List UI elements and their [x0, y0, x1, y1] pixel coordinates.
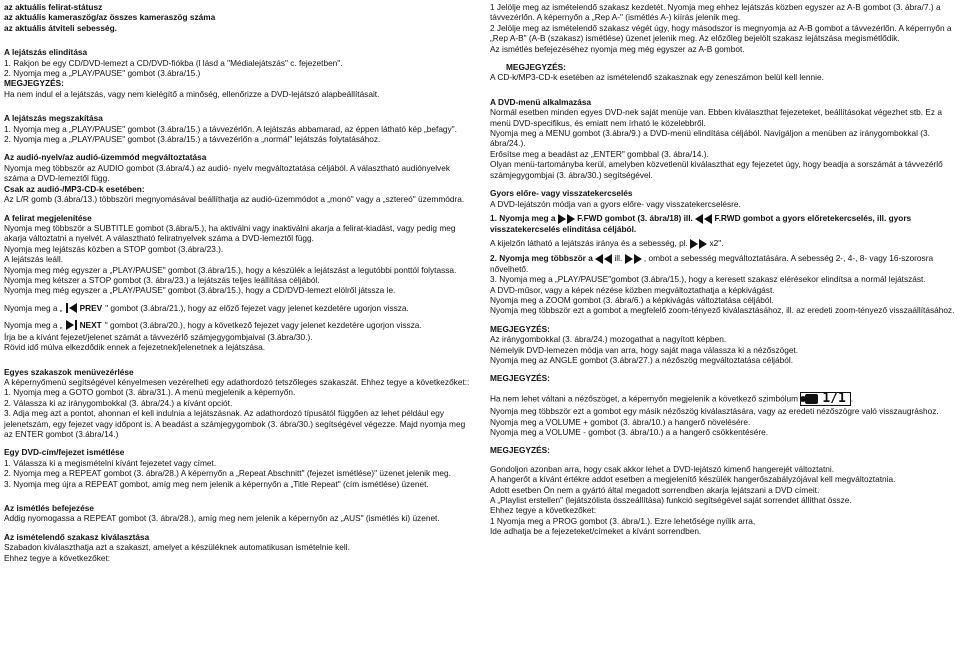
section-title: Az audió-nyelv/az audió-üzemmód megváltoztatása [4, 152, 207, 163]
paragraph: 1. Válassza ki a megismételni kívánt fejezetet vagy címet. [4, 457, 217, 468]
note-title: MEGJEGYZÉS: [490, 373, 550, 384]
paragraph: Ide adhatja be a fejezeteket/címeket a kívánt sorrendben. [490, 526, 702, 537]
intro-line: az aktuális kameraszög/az összes kameraszög száma [4, 12, 216, 23]
paragraph: Írja be a kívánt fejezet/jelenet számát a távvezérlő számjegygombjaival (3.ábra/30.). [4, 331, 313, 342]
speed-instruction: A kijelzőn látható a lejátszás iránya és a sebesség, pl. x2". [490, 238, 724, 249]
paragraph: Nyomja meg többször az AUDIO gombot (3.ábra/4.) az audió- nyelv megváltoztatása céljából. A választható audiónyelvek száma a DVD-lemeztől függ. [4, 162, 450, 184]
paragraph: A hangerőt a kívánt értékre addot esetben a megjelenítő készülék hangerőszabályzójával kell megváltoztatnia. [490, 474, 896, 485]
paragraph: A CD-k/MP3-CD-k esetében az ismételendő szakasznak egy zeneszámon belül kell lennie. [490, 72, 824, 83]
paragraph: 3. Nyomja meg a „PLAY/PAUSE"gombot (3.ábra/15.), hogy a keresett szakasz elérésekor elindítsa a normál lejátszást. [490, 274, 926, 285]
fast-forward-icon [690, 239, 707, 249]
intro-line: az aktuális átviteli sebesség. [4, 22, 117, 33]
prev-icon [66, 303, 77, 313]
angle-symbol: 1/1 [800, 392, 850, 406]
paragraph: A képernyőmenü segítségével kényelmesen vezérelheti egy adathordozó tetszőleges szakaszát. Ehhez tegye a következőket:: [4, 376, 470, 387]
prev-instruction: Nyomja meg a „ PREV " gombot (3.ábra/21.), hogy az előző fejezet vagy jelenet kezdetére ugorjon vissza. [4, 302, 409, 313]
intro-line: az aktuális felirat-státusz [4, 2, 103, 12]
section-title: A lejátszás elindítása [4, 47, 88, 58]
paragraph: Nyomja meg a MENU gombot (3.ábra/9.) a DVD-menü elindítása céljából. Navigáljon a menüben az iránygombokkal (3. ábra/24.). [490, 128, 930, 149]
paragraph: Nyomja meg lejátszás közben a STOP gombot (3.ábra/23.). [4, 243, 224, 254]
section-title: Gyors előre- vagy visszatekercselés [490, 188, 633, 199]
paragraph: A „Playlist erstellen" (lejátszólista összeállítása) funkció segítségével saját sorrendet állíthat össze. [490, 495, 852, 506]
paragraph: Nyomja meg többször ezt a gombot a megfelelő zoom-tényező kiválasztásához, ill. az eredeti zoom-tényező visszaállításához. [490, 305, 955, 316]
angle-instruction: Ha nem lehet váltani a nézőszöget, a képernyőn megjelenik a következő szimbólum 1/1 . [490, 390, 854, 406]
subheading: Csak az audió-/MP3-CD-k esetében: [4, 183, 145, 194]
paragraph: Nyomja meg többször ezt a gombot egy másik nézőszög kiválasztására, vagy az eredeti nézőszögre való visszaugráshoz. [490, 406, 939, 417]
paragraph: 2. Nyomja meg a „PLAY/PAUSE" gombot (3.ábra/15.) [4, 68, 201, 79]
paragraph: Ha nem indul el a lejátszás, vagy nem kielégítő a minőség, ellenőrizze a DVD-lejátszó alapbeállításait. [4, 88, 380, 99]
paragraph: 3. Adja meg azt a pontot, ahonnan el kell indulnia a lejátszásnak. Az adathordozó típusától függően az lehet például egy jelenetszám, egy fejezet vagy időpont is. A beadást a számjegygombok (3. ábra/30.) segítségével végezze. Majd nyomja meg az ENTER gombot (3.ábra/14.) [4, 408, 466, 439]
paragraph: 1. Nyomja meg a „PLAY/PAUSE" gombot (3.ábra/15.) a távvezérlőn. A lejátszás abbamarad, az éppen látható kép „befagy". [4, 123, 457, 134]
section-title: Egyes szakaszok menüvezérlése [4, 366, 134, 377]
paragraph: Nyomja meg a VOLUME + gombot (3. ábra/10.) a hangerő növelésére. [490, 416, 751, 427]
section-title: Az ismétlés befejezése [4, 503, 94, 514]
paragraph: Szabadon kiválaszthatja azt a szakaszt, amelyet a készüléknek automatikusan ismételnie kell. [4, 542, 350, 553]
paragraph: 1. Rakjon be egy CD/DVD-lemezt a CD/DVD-fiókba (l lásd a "Médialejátszás" c. fejezetben". [4, 57, 343, 68]
fast-rewind-icon [695, 214, 712, 224]
paragraph: Nyomja meg még egyszer a „PLAY/PAUSE" gombot (3.ábra/15.), hogy a CD/DVD-lemezt elölről játssza le. [4, 285, 396, 296]
paragraph: Olyan menü-tartományba kerül, amelyben közvetlenül kiválaszthat egy fejezetet úgy, hogy beadja a sorszámát a távvezérlő számjegygombjai (3. ábra/30.) segítségével. [490, 159, 943, 180]
paragraph: Rövid idő múlva elkezdődik ennek a fejezetnek/jelenetnek a lejátszása. [4, 342, 266, 353]
note-title: MEGJEGYZÉS: [490, 445, 550, 456]
ff-instruction: 1. Nyomja meg a F.FWD gombot (3. ábra/18) ill. F.RWD gombot a gyors előretekercselés, ill. gyors visszatekercselés elindítása céljából. [490, 212, 912, 234]
note-title: MEGJEGYZÉS: [506, 62, 566, 73]
paragraph: 3. Nyomja meg újra a REPEAT gombot, amíg meg nem jelenik a képernyőn a „Title Repeat" (cím ismétlése) üzenet. [4, 478, 429, 489]
section-title: A felirat megjelenítése [4, 212, 92, 223]
paragraph: Az ismétlés befejezéséhez nyomja meg még egyszer az A-B gombot. [490, 43, 745, 54]
paragraph: Nyomja meg többször a SUBTITLE gombot (3.ábra/5.), ha aktiválni vagy inaktiválni akarja a felirat-kiadást, vagy pedig meg akarja változtatni a nyelvét. A választható feliratnyelvek száma a DVD-lemeztől függ. [4, 222, 456, 244]
paragraph: Erősítse meg a beadást az „ENTER" gombbal (3. ábra/14.). [490, 148, 709, 159]
paragraph: 1. Nyomja meg a GOTO gombot (3. ábra/31.). A menü megjelenik a képernyőn. [4, 387, 296, 398]
fast-rewind-icon [595, 254, 612, 264]
section-title: A lejátszás megszakítása [4, 113, 103, 124]
section-title: Egy DVD-cím/fejezet ismétlése [4, 447, 125, 458]
next-icon [66, 320, 77, 330]
paragraph: 2 Jelölje meg az ismételendő szakasz végét úgy, hogy másodszor is megnyomja az A-B gombot a távvezérlőn. A képernyőn a „Rep A-B" (A-B (szakasz) ismétlése) üzenet jelenik meg. Az előzőleg bejelölt szakasz lejátszása megismétlődik. [490, 22, 952, 44]
camera-icon [805, 394, 818, 404]
paragraph: Nyomja meg a VOLUME - gombot (3. ábra/10.) a a hangerő csökkentésére. [490, 427, 769, 438]
note-title: MEGJEGYZÉS: [490, 323, 550, 334]
paragraph: Nyomja meg kétszer a STOP gombot (3. ábra/23.) a lejátszás teljes leállítása céljából. [4, 274, 320, 285]
right-column [490, 2, 956, 537]
paragraph: 2. Válassza ki az iránygombokkal (3. ábra/24.) a kívánt opciót. [4, 397, 233, 408]
paragraph: 1 Jelölje meg az ismételendő szakasz kezdetét. Nyomja meg ehhez lejátszás közben egyszer az A-B gombot (3. ábra/7.) a távvezérlőn. A képernyőn a „Rep A-" (ismétlés A-) kiírás jelenik meg. [490, 2, 941, 23]
paragraph: A DVD-műsor, vagy a képek nézése közben megváltoztathatja a képkivágást. [490, 284, 775, 295]
note-title: MEGJEGYZÉS: [4, 78, 64, 89]
paragraph: Gondoljon azonban arra, hogy csak akkor lehet a DVD-lejátszó kimenő hangerejét változtatni. [490, 463, 835, 474]
speed-change-instruction: 2. Nyomja meg többször a ill. , ombot a sebesség megváltoztatására. A sebesség 2-, 4-, 8- vagy 16-szorosra nővelhető. [490, 252, 934, 274]
fast-forward-icon [625, 254, 642, 264]
paragraph: Normál esetben minden egyes DVD-nek saját menüje van. Ebben kiválaszthat fejezeteket, beállításokat végezhet stb. Ez a menü DVD-specifikus, és emiatt nem írható le közelebbről. [490, 107, 942, 128]
fast-forward-icon [558, 214, 575, 224]
paragraph: Némelyik DVD-lemezen módja van arra, hogy saját maga válassza ki a nézőszöget. [490, 344, 799, 355]
paragraph: Ehhez tegye a következőket: [490, 505, 597, 516]
paragraph: Adott esetben Ön nem a gyártó által megadott sorrendben akarja lejátszani a DVD címeit. [490, 484, 820, 495]
paragraph: 2. Nyomja meg a „PLAY/PAUSE" gombot (3.ábra/15.) a távvezérlőn a „normál" lejátszás folytatásához. [4, 134, 381, 145]
next-instruction: Nyomja meg a „ NEXT " gombot (3.ábra/20.), hogy a következő fejezet vagy jelenet kezdetére ugorjon vissza. [4, 319, 422, 330]
section-title: A DVD-menü alkalmazása [490, 96, 592, 107]
paragraph: Nyomja meg az ANGLE gombot (3.ábra/27.) a nézőszög megváltoztatása céljából. [490, 355, 793, 365]
paragraph: Addig nyomogassa a REPEAT gombot (3. ábra/28.), amíg meg nem jelenik a képernyőn az „AUS" (ismétlés ki) üzenet. [4, 513, 440, 524]
paragraph: A lejátszás leáll. [4, 254, 64, 265]
paragraph: 1 Nyomja meg a PROG gombot (3. ábra/1.). Ezre lehetősége nyílik arra, [490, 515, 756, 526]
paragraph: A DVD-lejátszón módja van a gyors előre- vagy visszatekercselésre. [490, 198, 741, 209]
paragraph: Ehhez tegye a következőket: [4, 552, 111, 563]
left-column [4, 2, 470, 563]
paragraph: Az L/R gomb (3.ábra/13.) többszöri megnyomásával beállíthatja az audió-üzemmódot a „monó" vagy a „sztereó" üzemmódra. [4, 194, 465, 205]
section-title: Az ismételendő szakasz kiválasztása [4, 531, 150, 542]
paragraph: 2. Nyomja meg a REPEAT gombot (3. ábra/28.) A képernyőn a „Repeat Abschnitt" (fejezet ismétlése)" üzenet jelenik meg. [4, 468, 451, 479]
paragraph: Nyomja meg még egyszer a „PLAY/PAUSE" gombot (3.ábra/15.), hogy a készülék a lejátszást a legutóbbi ponttól folytassa. [4, 264, 457, 275]
paragraph: Az iránygombokkal (3. ábra/24.) mozogathat a nagyított képben. [490, 334, 727, 345]
paragraph: Nyomja meg a ZOOM gombot (3. ábra/6.) a képkivágás változtatása céljából. [490, 294, 774, 305]
